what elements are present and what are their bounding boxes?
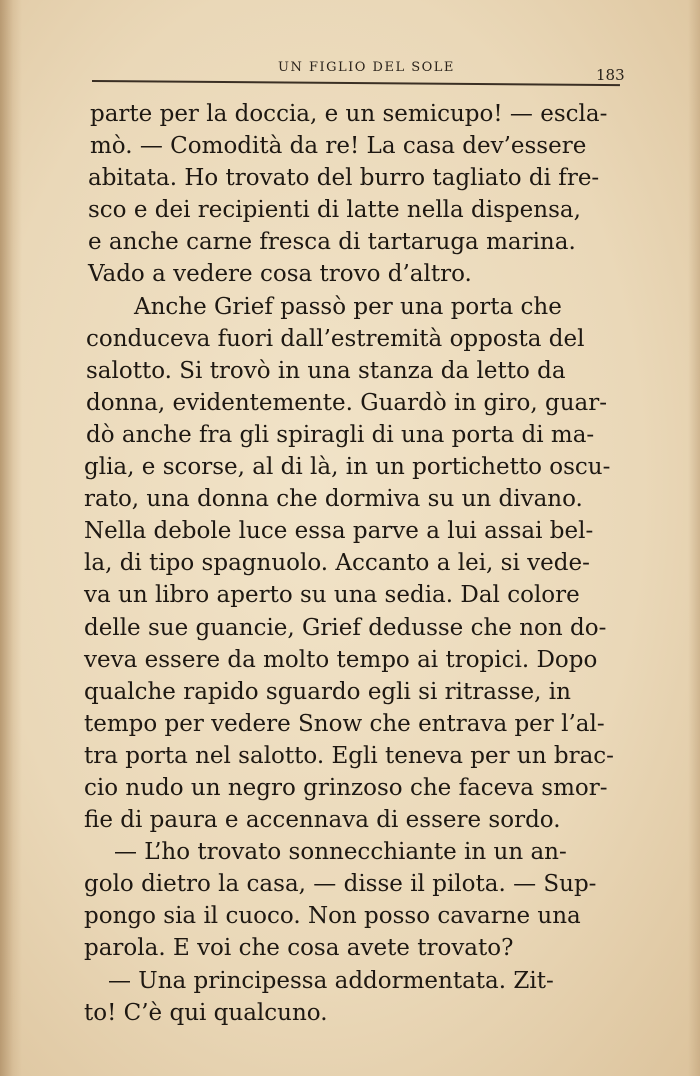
text-line: — L’ho trovato sonnecchiante in un an- <box>114 839 567 866</box>
text-line: conduceva fuori dall’estremità opposta del <box>86 325 585 352</box>
text-line: Vado a vedere cosa trovo d’altro. <box>88 261 472 288</box>
text-line: to! C’è qui qualcuno. <box>84 999 328 1026</box>
text-line: — Una principessa addormentata. Zit- <box>108 967 554 994</box>
text-line: salotto. Si trovò in una stanza da letto da <box>86 357 566 384</box>
text-line: pongo sia il cuoco. Non posso cavarne una <box>84 903 581 930</box>
page-edge-shadow <box>688 0 700 1076</box>
text-line: cio nudo un negro grinzoso che faceva smor- <box>84 774 608 801</box>
text-line: tra porta nel salotto. Egli teneva per un brac- <box>84 742 614 769</box>
text-line: golo dietro la casa, — disse il pilota. — Sup- <box>84 871 597 898</box>
body-text <box>84 98 644 1029</box>
text-line: la, di tipo spagnuolo. Accanto a lei, si vede- <box>84 550 590 577</box>
text-line: parte per la doccia, e un semicupo! — escla- <box>90 101 608 127</box>
running-title: UN FIGLIO DEL SOLE <box>278 60 455 75</box>
text-line: sco e dei recipienti di latte nella dispensa, <box>88 197 581 224</box>
text-line: veva essere da molto tempo ai tropici. Dopo <box>84 646 598 673</box>
text-line: parola. E voi che cosa avete trovato? <box>84 935 514 962</box>
text-line: glia, e scorse, al di là, in un portichetto oscu- <box>84 454 611 481</box>
text-line: Anche Grief passò per una porta che <box>134 293 562 320</box>
text-line: fie di paura e accennava di essere sordo. <box>84 807 561 834</box>
text-line: donna, evidentemente. Guardò in giro, guar- <box>86 389 608 416</box>
text-line: tempo per vedere Snow che entrava per l’al- <box>84 710 605 737</box>
page-gutter-shadow <box>0 0 22 1076</box>
header-rule <box>92 80 620 86</box>
text-line: rato, una donna che dormiva su un divano. <box>84 486 583 513</box>
text-line: delle sue guancie, Grief dedusse che non do- <box>84 614 607 641</box>
text-line: e anche carne fresca di tartaruga marina. <box>88 229 576 256</box>
text-line: abitata. Ho trovato del burro tagliato di fre- <box>88 165 600 192</box>
text-line: va un libro aperto su una sedia. Dal colore <box>84 582 580 609</box>
page-number: 183 <box>596 66 625 84</box>
text-line: mò. — Comodità da re! La casa dev’essere <box>90 133 587 160</box>
text-line: Nella debole luce essa parve a lui assai bel- <box>84 518 594 545</box>
text-line: dò anche fra gli spiragli di una porta di ma- <box>86 421 595 448</box>
text-line: qualche rapido sguardo egli si ritrasse, in <box>84 678 571 705</box>
